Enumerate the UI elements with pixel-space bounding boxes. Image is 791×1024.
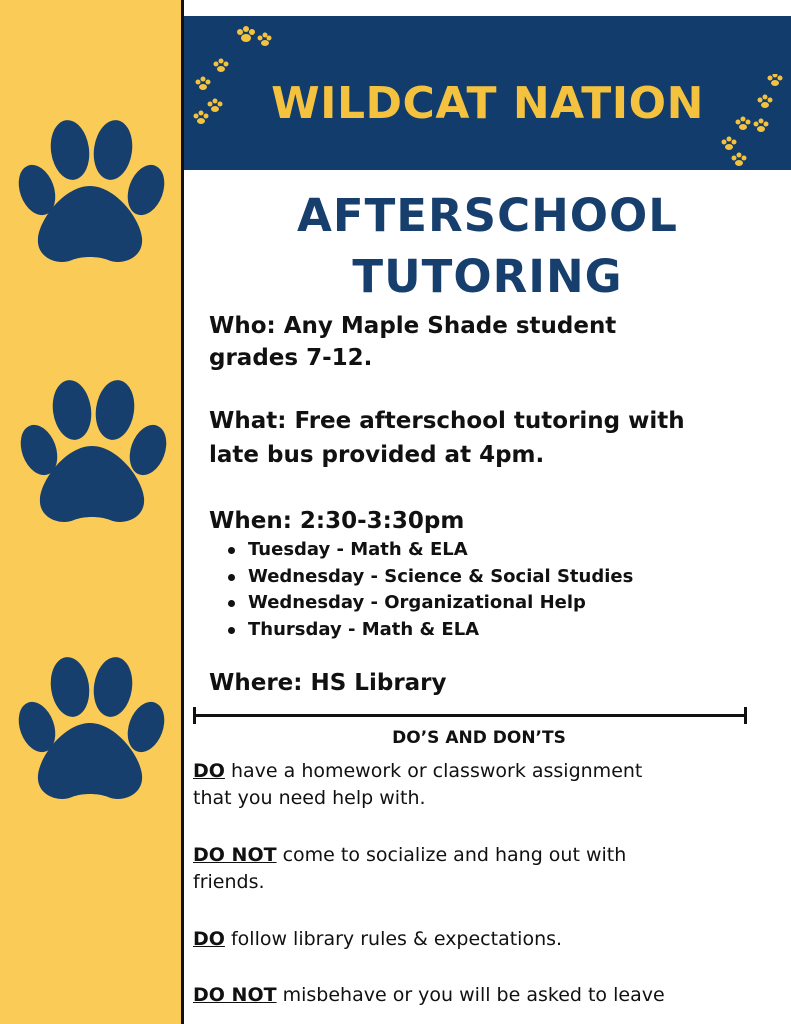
schedule-item: Thursday - Math & ELA: [228, 617, 633, 644]
dos-key: DO: [193, 928, 225, 950]
paw-print-icon: [232, 24, 272, 54]
banner: [184, 16, 791, 170]
dos-text-cont: friends.: [193, 871, 265, 893]
what-line-2: late bus provided at 4pm.: [209, 442, 545, 468]
dos-item: [193, 758, 783, 812]
dos-text: come to socialize and hang out with: [276, 844, 627, 866]
headline-line-1: AFTERSCHOOL: [297, 189, 678, 242]
schedule-list: [228, 537, 633, 643]
schedule-item: Tuesday - Math & ELA: [228, 537, 633, 564]
dos-key: DO NOT: [193, 844, 277, 866]
headline-line-2: TUTORING: [352, 250, 623, 303]
dos-key: DO NOT: [193, 984, 277, 1006]
dos-text: misbehave or you will be asked to leave: [276, 984, 665, 1006]
when-label: When: 2:30-3:30pm: [209, 508, 465, 534]
paw-print-icon: [10, 645, 170, 805]
paw-print-icon: [10, 108, 170, 268]
dos-key: DO: [193, 760, 225, 782]
dos-item: [193, 842, 783, 896]
rule-cap-right: [744, 707, 747, 724]
section-rule: [194, 714, 747, 717]
dos-title: DO’S AND DON’TS: [392, 728, 566, 748]
where-label: Where: HS Library: [209, 670, 447, 696]
banner-title: WILDCAT NATION: [271, 78, 704, 129]
dos-text: follow library rules & expectations.: [224, 928, 563, 950]
what-line-1: What: Free afterschool tutoring with: [209, 408, 685, 434]
schedule-item: Wednesday - Science & Social Studies: [228, 564, 633, 591]
paw-print-icon: [720, 74, 784, 170]
who-line-1: Who: Any Maple Shade student: [209, 313, 617, 339]
schedule-item: Wednesday - Organizational Help: [228, 590, 633, 617]
dos-text-cont: that you need help with.: [193, 787, 426, 809]
dos-text: have a homework or classwork assignment: [224, 760, 643, 782]
dos-item: [193, 982, 783, 1009]
dos-item: [193, 926, 783, 953]
paw-print-icon: [192, 58, 232, 128]
paw-print-icon: [12, 368, 172, 528]
who-line-2: grades 7-12.: [209, 345, 373, 371]
